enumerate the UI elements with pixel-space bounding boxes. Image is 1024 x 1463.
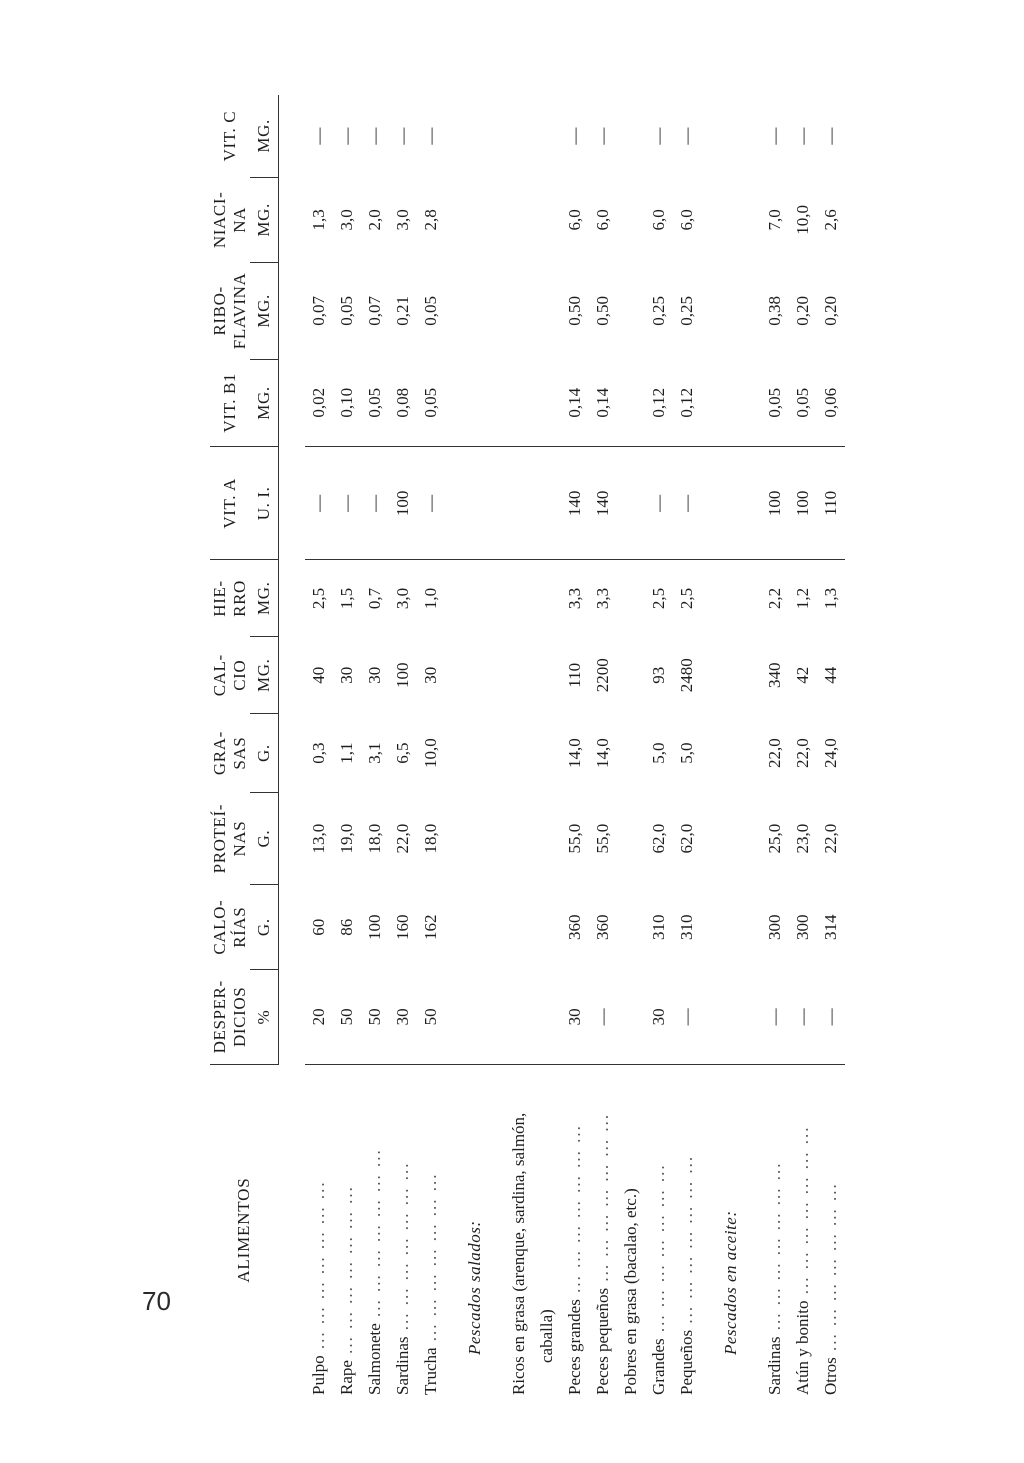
cell-calorias: 310 (649, 914, 668, 940)
cell-vit-a: 110 (817, 447, 845, 560)
leader-dots: ... ... ... ... ... ... ... (765, 1161, 784, 1337)
cell-niacina: 7,0 (765, 209, 784, 231)
cell-calorias: 360 (565, 914, 584, 940)
food-name (389, 1065, 417, 1395)
cell-riboflavina: 0,50 (593, 296, 612, 326)
cell-niacina: 2,0 (365, 209, 384, 231)
leader-dots: ... ... ... ... ... ... ... (793, 1125, 812, 1301)
unit-proteinas: G. (250, 792, 279, 885)
cell-vit-b1: 0,02 (305, 359, 333, 447)
cell-grasas: 0,3 (309, 742, 328, 764)
table-row (589, 95, 617, 1395)
cell-vit-b1: 0,08 (389, 359, 417, 447)
unit-calcio: MG. (250, 637, 279, 714)
cell-calorias: 86 (337, 918, 356, 936)
cell-calcio: 110 (565, 662, 584, 688)
cell-calorias: 300 (765, 914, 784, 940)
cell-hierro: 3,0 (393, 587, 412, 610)
cell-hierro: 1,0 (421, 587, 440, 610)
cell-desperdicios: — (789, 969, 817, 1064)
cell-calcio: 42 (793, 666, 812, 684)
cell-niacina: 6,0 (593, 209, 612, 231)
cell-hierro: 2,5 (309, 587, 328, 610)
nutrition-table (210, 95, 845, 1395)
cell-calcio: 93 (649, 666, 668, 684)
leader-dots: ... ... ... ... ... ... ... (309, 1180, 328, 1356)
food-name-text: Peces grandes (565, 1299, 584, 1395)
cell-calorias: 100 (365, 914, 384, 940)
cell-desperdicios: 50 (333, 969, 361, 1064)
cell-vit-b1: 0,05 (417, 359, 445, 447)
table-row (333, 95, 361, 1395)
cell-desperdicios: — (589, 969, 617, 1064)
food-name-text: Grandes (649, 1338, 668, 1395)
food-name (305, 1065, 333, 1395)
cell-vit-c: — (309, 127, 328, 145)
cell-riboflavina: 0,25 (677, 296, 696, 326)
table-row (417, 95, 445, 1395)
spacer-row (279, 95, 306, 1395)
header-alimentos: ALIMENTOS (234, 1177, 254, 1283)
cell-niacina: 3,0 (393, 209, 412, 231)
header-calcio: CAL- CIO (210, 654, 249, 697)
cell-calorias: 300 (793, 914, 812, 940)
food-name (361, 1065, 389, 1395)
table-row (817, 95, 845, 1395)
cell-vit-b1: 0,14 (589, 359, 617, 447)
leader-dots: ... ... ... ... ... ... ... (565, 1124, 584, 1300)
cell-proteinas: 18,0 (421, 823, 440, 854)
leader-dots: ... ... ... ... ... ... ... (821, 1182, 840, 1358)
cell-hierro: 0,7 (365, 587, 384, 610)
cell-niacina: 6,0 (677, 209, 696, 231)
food-name-text: Trucha (421, 1347, 440, 1395)
cell-grasas: 14,0 (593, 738, 612, 768)
cell-calcio: 100 (393, 662, 412, 688)
leader-dots: ... ... ... ... ... ... ... (337, 1185, 356, 1361)
cell-desperdicios: 50 (417, 969, 445, 1064)
cell-vit-c: — (765, 127, 784, 145)
cell-vit-a: 100 (389, 447, 417, 560)
cell-proteinas: 13,0 (309, 823, 328, 854)
cell-vit-b1: 0,12 (673, 359, 701, 447)
cell-calorias: 314 (821, 914, 840, 940)
cell-riboflavina: 0,25 (649, 296, 668, 326)
cell-grasas: 24,0 (821, 738, 840, 768)
cell-calorias: 160 (393, 914, 412, 940)
cell-riboflavina: 0,50 (565, 296, 584, 326)
cell-proteinas: 62,0 (677, 823, 696, 854)
table-row (561, 95, 589, 1395)
header-vit-c: VIT. C (220, 110, 239, 162)
page-number: 70 (142, 1286, 171, 1316)
cell-vit-a: — (645, 447, 673, 560)
cell-vit-c: — (649, 127, 668, 145)
cell-riboflavina: 0,07 (365, 296, 384, 326)
header-calorias: CALO- RÍAS (210, 899, 249, 955)
unit-vit-c: MG. (250, 95, 279, 177)
cell-riboflavina: 0,05 (421, 296, 440, 326)
cell-desperdicios: — (817, 969, 845, 1064)
cell-niacina: 2,8 (421, 209, 440, 231)
cell-desperdicios: — (673, 969, 701, 1064)
table-row (389, 95, 417, 1395)
food-name-text: Otros (821, 1357, 840, 1395)
leader-dots: ... ... ... ... ... ... ... (677, 1154, 696, 1330)
cell-vit-b1: 0,14 (561, 359, 589, 447)
pobres-en-grasa-label: Pobres en grasa (bacalao, etc.) (621, 1188, 640, 1395)
unit-vit-b1: MG. (250, 359, 279, 447)
cell-vit-a: 140 (589, 447, 617, 560)
cell-riboflavina: 0,38 (765, 296, 784, 326)
cell-calcio: 40 (309, 666, 328, 684)
header-hierro: HIE- RRO (210, 580, 249, 617)
cell-riboflavina: 0,20 (793, 296, 812, 326)
cell-calorias: 60 (309, 918, 328, 936)
header-riboflavina: RIBO- FLAVINA (210, 272, 249, 350)
food-name (817, 1065, 845, 1395)
cell-hierro: 2,2 (765, 587, 784, 610)
cell-vit-c: — (337, 127, 356, 145)
cell-vit-b1: 0,05 (361, 359, 389, 447)
food-name-text: Salmonete (365, 1323, 384, 1395)
cell-desperdicios: 50 (361, 969, 389, 1064)
cell-riboflavina: 0,05 (337, 296, 356, 326)
cell-hierro: 1,5 (337, 587, 356, 610)
cell-calorias: 360 (593, 914, 612, 940)
cell-vit-c: — (677, 127, 696, 145)
unit-hierro: MG. (250, 560, 279, 637)
cell-proteinas: 19,0 (337, 823, 356, 854)
food-name-text: Atún y bonito (793, 1300, 812, 1395)
leader-dots: ... ... ... ... ... ... ... (393, 1161, 412, 1337)
cell-vit-a: 140 (561, 447, 589, 560)
cell-riboflavina: 0,07 (309, 296, 328, 326)
unit-vit-a: U. I. (250, 447, 279, 560)
table-row (361, 95, 389, 1395)
cell-riboflavina: 0,21 (393, 296, 412, 326)
cell-grasas: 10,0 (421, 738, 440, 768)
table-row (761, 95, 789, 1395)
food-name-text: Sardinas (765, 1336, 784, 1395)
cell-desperdicios: 30 (645, 969, 673, 1064)
cell-vit-c: — (565, 127, 584, 145)
table-row (305, 95, 333, 1395)
cell-vit-a: 100 (761, 447, 789, 560)
cell-desperdicios: — (761, 969, 789, 1064)
cell-vit-b1: 0,10 (333, 359, 361, 447)
cell-niacina: 6,0 (649, 209, 668, 231)
cell-niacina: 2,6 (821, 209, 840, 231)
cell-niacina: 1,3 (309, 209, 328, 231)
header-grasas: GRA- SAS (210, 731, 249, 776)
cell-proteinas: 25,0 (765, 823, 784, 854)
cell-proteinas: 22,0 (393, 823, 412, 854)
cell-vit-a: 100 (789, 447, 817, 560)
cell-proteinas: 62,0 (649, 823, 668, 854)
food-name (645, 1065, 673, 1395)
table-row (789, 95, 817, 1395)
cell-vit-c: — (821, 127, 840, 145)
cell-hierro: 2,5 (649, 587, 668, 610)
unit-riboflavina: MG. (250, 263, 279, 360)
food-name-text: Sardinas (393, 1336, 412, 1395)
cell-vit-a: — (417, 447, 445, 560)
food-name (417, 1065, 445, 1395)
unit-niacina: MG. (250, 177, 279, 262)
cell-vit-a: — (361, 447, 389, 560)
header-vit-a: VIT. A (210, 447, 250, 560)
rotated-table-container (210, 95, 970, 1395)
leader-dots: ... ... ... ... ... ... ... (365, 1148, 384, 1324)
cell-proteinas: 22,0 (821, 823, 840, 854)
table-row (673, 95, 701, 1395)
food-name (789, 1065, 817, 1395)
pobres-en-grasa-label-row (617, 95, 645, 1395)
section-pescados-en-aceite-row (701, 95, 761, 1395)
table-body (279, 95, 846, 1395)
cell-vit-b1: 0,06 (817, 359, 845, 447)
cell-hierro: 1,2 (793, 587, 812, 610)
cell-grasas: 3,1 (365, 742, 384, 764)
cell-calcio: 30 (421, 666, 440, 684)
ricos-en-grasa-label-cont: caballa) (537, 1309, 556, 1363)
cell-desperdicios: 30 (389, 969, 417, 1064)
cell-desperdicios: 20 (305, 969, 333, 1064)
food-name-text: Peces pequeños (593, 1287, 612, 1395)
cell-hierro: 3,3 (593, 587, 612, 610)
leader-dots: ... ... ... ... ... ... ... (421, 1172, 440, 1348)
table-row (645, 95, 673, 1395)
food-name (589, 1065, 617, 1395)
leader-dots: ... ... ... ... ... ... ... (593, 1112, 612, 1288)
ricos-en-grasa-label-cont-row (533, 95, 561, 1395)
cell-desperdicios: 30 (561, 969, 589, 1064)
cell-grasas: 5,0 (677, 742, 696, 764)
section-pescados-salados: Pescados salados: (465, 1220, 484, 1355)
cell-calorias: 310 (677, 914, 696, 940)
cell-hierro: 2,5 (677, 587, 696, 610)
cell-vit-b1: 0,12 (645, 359, 673, 447)
food-name (761, 1065, 789, 1395)
cell-grasas: 22,0 (765, 738, 784, 768)
cell-niacina: 10,0 (793, 204, 812, 235)
header-niacina: NIACI- NA (210, 191, 249, 249)
food-name (673, 1065, 701, 1395)
food-name-text: Pequeños (677, 1329, 696, 1395)
cell-proteinas: 18,0 (365, 823, 384, 854)
header-desperdicios: DESPER- DICIOS (210, 969, 250, 1064)
cell-calcio: 2480 (677, 658, 696, 693)
cell-hierro: 1,3 (821, 587, 840, 610)
cell-calcio: 30 (337, 666, 356, 684)
ricos-en-grasa-label-row (505, 95, 533, 1395)
food-name (333, 1065, 361, 1395)
cell-hierro: 3,3 (565, 587, 584, 610)
cell-grasas: 1,1 (337, 742, 356, 764)
cell-grasas: 22,0 (793, 738, 812, 768)
ricos-en-grasa-label: Ricos en grasa (arenque, sardina, salmón, (509, 1112, 528, 1395)
header-proteinas: PROTEÍ- NAS (210, 803, 249, 874)
cell-vit-b1: 0,05 (761, 359, 789, 447)
cell-proteinas: 23,0 (793, 823, 812, 854)
unit-calorias: G. (250, 885, 279, 970)
food-name-text: Rape (337, 1360, 356, 1395)
cell-riboflavina: 0,20 (821, 296, 840, 326)
food-name (561, 1065, 589, 1395)
cell-calorias: 162 (421, 914, 440, 940)
cell-grasas: 5,0 (649, 742, 668, 764)
cell-grasas: 14,0 (565, 738, 584, 768)
cell-proteinas: 55,0 (565, 823, 584, 854)
cell-niacina: 6,0 (565, 209, 584, 231)
cell-vit-a: — (673, 447, 701, 560)
cell-vit-c: — (393, 127, 412, 145)
unit-desperdicios: % (250, 969, 279, 1064)
cell-calcio: 44 (821, 666, 840, 684)
cell-vit-c: — (421, 127, 440, 145)
cell-grasas: 6,5 (393, 742, 412, 764)
section-pescados-en-aceite: Pescados en aceite: (721, 1210, 740, 1355)
cell-vit-c: — (365, 127, 384, 145)
cell-vit-a: — (305, 447, 333, 560)
unit-grasas: G. (250, 714, 279, 792)
cell-vit-a: — (333, 447, 361, 560)
cell-calcio: 30 (365, 666, 384, 684)
cell-vit-c: — (793, 127, 812, 145)
header-vit-b1: VIT. B1 (210, 359, 250, 447)
section-pescados-salados-row (445, 95, 505, 1395)
leader-dots: ... ... ... ... ... ... ... (649, 1163, 668, 1339)
cell-niacina: 3,0 (337, 209, 356, 231)
cell-calcio: 2200 (593, 658, 612, 693)
food-name-text: Pulpo (309, 1355, 328, 1395)
cell-proteinas: 55,0 (593, 823, 612, 854)
cell-calcio: 340 (765, 662, 784, 688)
cell-vit-b1: 0,05 (789, 359, 817, 447)
cell-vit-c: — (593, 127, 612, 145)
